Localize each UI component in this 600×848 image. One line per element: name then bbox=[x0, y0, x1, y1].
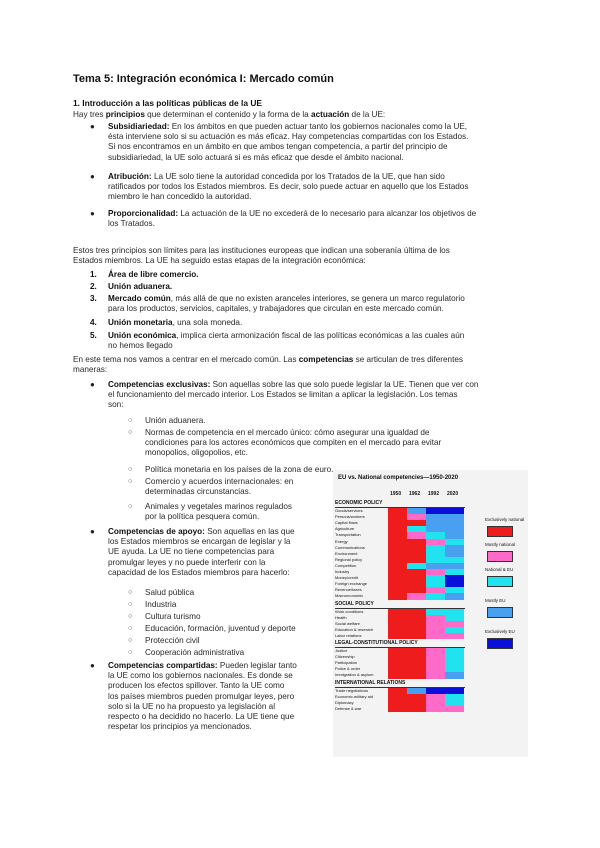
stage-text: , implica cierta armonización fiscal de las políticas económicas a las cuales aún bbox=[176, 331, 465, 340]
principle-text: subsidiariedad, la UE solo actuará si es más eficaz que desde el ámbito nacional. bbox=[108, 152, 404, 162]
chart-row-label: Education & research bbox=[335, 626, 374, 632]
stage-number: 5. bbox=[90, 331, 97, 340]
principle-text: En los ámbitos en que pueden actuar tanto los gobiernos nacionales como la UE, bbox=[169, 122, 468, 131]
chart-row-label: Competition bbox=[335, 562, 357, 568]
principle-term: Proporcionalidad: bbox=[108, 209, 179, 218]
principle-text: ésta interviene solo si su actuación es más eficaz. Hay competencias compartidas con los Estados. bbox=[108, 132, 469, 142]
circle-bullet-icon: ○ bbox=[128, 637, 133, 644]
stage-text: no hemos llegado bbox=[108, 341, 173, 351]
chart-row-label: Diplomacy bbox=[335, 699, 354, 705]
chart-cell bbox=[426, 672, 445, 678]
stages-intro-line: Estados miembros. La UE ha seguido estas etapas de la integración económica: bbox=[73, 256, 366, 266]
chart-row-label: Immigration & asylum bbox=[335, 672, 374, 678]
competencia-text: son: bbox=[108, 400, 124, 410]
chart-cell bbox=[407, 633, 426, 639]
legend-swatch bbox=[487, 526, 513, 537]
chart-row-label: Environment bbox=[335, 550, 358, 556]
chart-cell bbox=[407, 706, 426, 712]
competencia-text: la UE como los gobiernos nacionales. Es donde se bbox=[108, 671, 293, 681]
competencia-text: capacidad de los Estados miembros para hacerlo: bbox=[108, 567, 290, 577]
legend-swatch bbox=[487, 576, 513, 587]
stage-item bbox=[108, 331, 528, 351]
legend-label: National & EU bbox=[485, 567, 514, 572]
excl-item: Política monetaria en los países de la zona de euro. bbox=[145, 465, 334, 474]
legend-swatch bbox=[487, 607, 513, 618]
competencia-term: Competencias de apoyo: bbox=[108, 527, 205, 536]
stage-number: 4. bbox=[90, 318, 97, 327]
competencias-text: maneras: bbox=[73, 365, 108, 375]
stage-text: para los productos, servicios, capitales, y trabajadores que circulan en este mercado común. bbox=[108, 304, 444, 314]
page-title: Tema 5: Integración económica I: Mercado común bbox=[73, 73, 334, 85]
stage-item bbox=[108, 318, 242, 328]
chart-cell bbox=[388, 706, 407, 712]
chart-section-header: LEGAL-CONSTITUTIONAL POLICY bbox=[335, 640, 465, 648]
chart-row-label: Agriculture bbox=[335, 526, 355, 532]
apoyo-item: Cooperación administrativa bbox=[145, 648, 245, 657]
principle-text: los Tratados. bbox=[108, 219, 155, 229]
stage-item bbox=[108, 270, 199, 280]
chart-cell bbox=[388, 672, 407, 678]
chart-row-label: Persons/workers bbox=[335, 514, 365, 520]
chart-row-label: Capital flows bbox=[335, 520, 358, 526]
competencia-text: UE ayuda. La UE no tiene competencias para bbox=[108, 547, 275, 557]
circle-bullet-icon: ○ bbox=[128, 417, 133, 424]
legend-label: Mostly national bbox=[485, 542, 516, 547]
excl-item-text: determinadas circunstancias. bbox=[145, 487, 252, 497]
intro-text: Hay tres bbox=[73, 110, 106, 119]
chart-row-label: Economic-military aid bbox=[335, 693, 374, 699]
stage-term: Mercado común bbox=[108, 294, 171, 303]
chart-row-label: Labor relations bbox=[335, 632, 362, 638]
excl-item bbox=[145, 477, 328, 497]
chart-cell bbox=[445, 633, 464, 639]
excl-item-text: Comercio y acuerdos internacionales: en bbox=[145, 477, 294, 486]
chart-row-label: Police & order bbox=[335, 666, 361, 672]
excl-item-text: condiciones para los actores económicos que compiten en el mercado para evitar bbox=[145, 438, 442, 448]
competencia-text: los países miembros pueden promulgar leyes, pero bbox=[108, 691, 295, 701]
chart-row-label: Industry bbox=[335, 569, 350, 574]
stage-term: Unión aduanera. bbox=[108, 282, 173, 291]
circle-bullet-icon: ○ bbox=[128, 429, 133, 436]
chart-row-label: Participation bbox=[335, 660, 358, 666]
stage-item bbox=[108, 282, 172, 292]
intro-text: que determinan el contenido y la forma de la bbox=[144, 110, 312, 119]
chart-column-label: 1950 bbox=[390, 491, 402, 497]
stages-intro bbox=[73, 246, 528, 266]
legend-swatch bbox=[487, 638, 513, 649]
bullet-icon: ● bbox=[90, 661, 95, 670]
stage-term: Área de libre comercio. bbox=[108, 270, 199, 279]
stages-intro-line: Estos tres principios son límites para las instituciones europeas que indican una soberanía última de los bbox=[73, 246, 450, 255]
chart-row-label: Justice bbox=[335, 648, 348, 653]
bullet-icon: ● bbox=[90, 527, 95, 536]
chart-row-label: Social welfare bbox=[335, 620, 360, 626]
competencias-compartidas bbox=[108, 661, 328, 732]
intro-paragraph bbox=[73, 110, 385, 120]
chart-column-label: 2020 bbox=[447, 491, 459, 497]
chart-row-label: Money/credit bbox=[335, 575, 358, 581]
principle-subsidiariedad bbox=[108, 122, 528, 163]
competencies-chart bbox=[333, 470, 528, 757]
chart-cell bbox=[388, 633, 407, 639]
competencias-exclusivas bbox=[108, 380, 528, 411]
competencia-text: los Estados miembros se encargan de legislar y la bbox=[108, 537, 291, 547]
excl-item-text: monopolios, oligopolios, etc. bbox=[145, 448, 248, 458]
chart-cell bbox=[388, 593, 407, 599]
stage-item bbox=[108, 294, 528, 314]
excl-item bbox=[145, 502, 328, 522]
competencias-apoyo bbox=[108, 527, 328, 578]
competencia-text: Pueden legislar tanto bbox=[217, 661, 297, 670]
legend-label: Exclusively national bbox=[485, 517, 525, 522]
competencias-bold: competencias bbox=[298, 355, 354, 364]
bullet-icon: ● bbox=[90, 122, 95, 131]
legend-swatch bbox=[487, 551, 513, 562]
circle-bullet-icon: ○ bbox=[128, 589, 133, 596]
intro-bold: actuación bbox=[311, 110, 350, 119]
chart-title: EU vs. National competencies—1950-2020 bbox=[338, 475, 459, 481]
excl-item-text: Animales y vegetales marinos regulados bbox=[145, 502, 292, 511]
excl-item bbox=[145, 428, 528, 459]
bullet-icon: ● bbox=[90, 172, 95, 181]
circle-bullet-icon: ○ bbox=[128, 478, 133, 485]
apoyo-item: Salud pública bbox=[145, 588, 195, 597]
apoyo-item: Industria bbox=[145, 600, 177, 609]
principle-text: La actuación de la UE no excederá de lo necesario para alcanzar los objetivos de bbox=[178, 209, 477, 218]
apoyo-item: Protección civil bbox=[145, 636, 200, 645]
chart-row-label: Goods/services bbox=[335, 508, 363, 513]
chart-row-label: Work conditions bbox=[335, 608, 364, 614]
chart-row-label: Foreign exchange bbox=[335, 581, 368, 587]
chart-cell bbox=[426, 633, 445, 639]
competencias-intro bbox=[73, 355, 528, 375]
stage-number: 3. bbox=[90, 294, 97, 303]
stage-text: , una sola moneda. bbox=[172, 318, 243, 327]
competencias-text: se articulan de tres diferentes bbox=[353, 355, 464, 364]
chart-column-label: 1962 bbox=[409, 491, 421, 497]
excl-item: Unión aduanera. bbox=[145, 416, 206, 425]
chart-row-label: Communications bbox=[335, 544, 365, 550]
legend-label: Exclusively EU bbox=[485, 629, 515, 634]
principle-text: miembro le han concedido la autoridad. bbox=[108, 192, 252, 202]
chart-cell bbox=[407, 593, 426, 599]
circle-bullet-icon: ○ bbox=[128, 613, 133, 620]
principle-text: ratificados por todos los Estados miembros. Es decir, solo puede actuar en aquello que los Estados bbox=[108, 182, 469, 192]
excl-item-text: por la política pesquera común. bbox=[145, 512, 260, 522]
principle-text: Si nos encontramos en un ámbito en que ambos tengan competencia, a partir del principio de bbox=[108, 142, 448, 152]
intro-text: de la UE: bbox=[349, 110, 386, 119]
circle-bullet-icon: ○ bbox=[128, 503, 133, 510]
legend-label: Mostly EU bbox=[485, 598, 506, 603]
circle-bullet-icon: ○ bbox=[128, 601, 133, 608]
excl-item-text: Normas de competencia en el mercado único: cómo asegurar una igualdad de bbox=[145, 428, 430, 437]
chart-cell bbox=[426, 706, 445, 712]
competencia-text: solo si la UE no ha propuesto ya legislación al bbox=[108, 701, 276, 711]
chart-cell bbox=[407, 672, 426, 678]
bullet-icon: ● bbox=[90, 380, 95, 389]
competencia-text: Son aquellas sobre las que solo puede legislar la UE. Tienen que ver con bbox=[210, 380, 479, 389]
chart-section-header: INTERNATIONAL RELATIONS bbox=[335, 680, 465, 688]
competencia-text: respetar los principios ya mencionados. bbox=[108, 722, 252, 732]
chart-cell bbox=[445, 672, 464, 678]
competencia-text: respecto o ha decidido no hacerlo. La UE tiene que bbox=[108, 712, 295, 722]
principle-atribucion bbox=[108, 172, 528, 203]
competencia-text: el funcionamiento del mercado interior. Los Estados se limitan a aplicar la legislación. Los temas bbox=[108, 390, 458, 400]
circle-bullet-icon: ○ bbox=[128, 466, 133, 473]
apoyo-item: Cultura turismo bbox=[145, 612, 201, 621]
chart-row-label: Transportation bbox=[335, 532, 361, 538]
principle-term: Atribución: bbox=[108, 172, 152, 181]
chart-row-label: Energy bbox=[335, 538, 348, 544]
chart-cell bbox=[445, 706, 464, 712]
principle-text: La UE solo tiene la autoridad concedida por los Tratados de la UE, que han sido bbox=[151, 172, 445, 181]
chart-section-header: SOCIAL POLICY bbox=[335, 601, 465, 609]
competencia-text: producen los efectos spillover. Tanto la UE como bbox=[108, 681, 285, 691]
chart-section-header: ECONOMIC POLICY bbox=[335, 500, 465, 508]
chart-row-label: Regional policy bbox=[335, 556, 363, 562]
intro-bold: principios bbox=[105, 110, 145, 119]
chart-row-label: Trade negotiations bbox=[335, 687, 368, 693]
stage-term: Unión económica bbox=[108, 331, 177, 340]
competencia-text: Son aquellas en las que bbox=[204, 527, 295, 536]
principle-term: Subsidiariedad: bbox=[108, 122, 170, 131]
stage-text: , más allá de que no existen aranceles interiores, se genera un marco regulatorio bbox=[170, 294, 465, 303]
chart-row-label: Defense & war bbox=[335, 705, 362, 711]
chart-row-label: Health bbox=[335, 614, 347, 620]
principle-proporcionalidad bbox=[108, 209, 528, 229]
chart-row-label: Revenue/taxes bbox=[335, 587, 362, 593]
bullet-icon: ● bbox=[90, 209, 95, 218]
competencias-text: En este tema nos vamos a centrar en el mercado común. Las bbox=[73, 355, 299, 364]
circle-bullet-icon: ○ bbox=[128, 649, 133, 656]
section-heading: 1. Introducción a las políticas públicas de la UE bbox=[73, 98, 262, 108]
chart-column-label: 1992 bbox=[428, 491, 440, 497]
chart-cell bbox=[426, 593, 445, 599]
stage-number: 2. bbox=[90, 282, 97, 291]
competencia-term: Competencias compartidas: bbox=[108, 661, 218, 670]
stage-term: Unión monetaria bbox=[108, 318, 173, 327]
circle-bullet-icon: ○ bbox=[128, 625, 133, 632]
chart-row-label: Citizenship bbox=[335, 654, 355, 660]
apoyo-item: Educación, formación, juventud y deporte bbox=[145, 624, 296, 633]
competencia-text: promulgar leyes y no puede interferir con la bbox=[108, 557, 266, 567]
chart-row-label: Macroeconomic bbox=[335, 593, 364, 599]
competencia-term: Competencias exclusivas: bbox=[108, 380, 211, 389]
chart-cell bbox=[445, 593, 464, 599]
stage-number: 1. bbox=[90, 270, 97, 279]
